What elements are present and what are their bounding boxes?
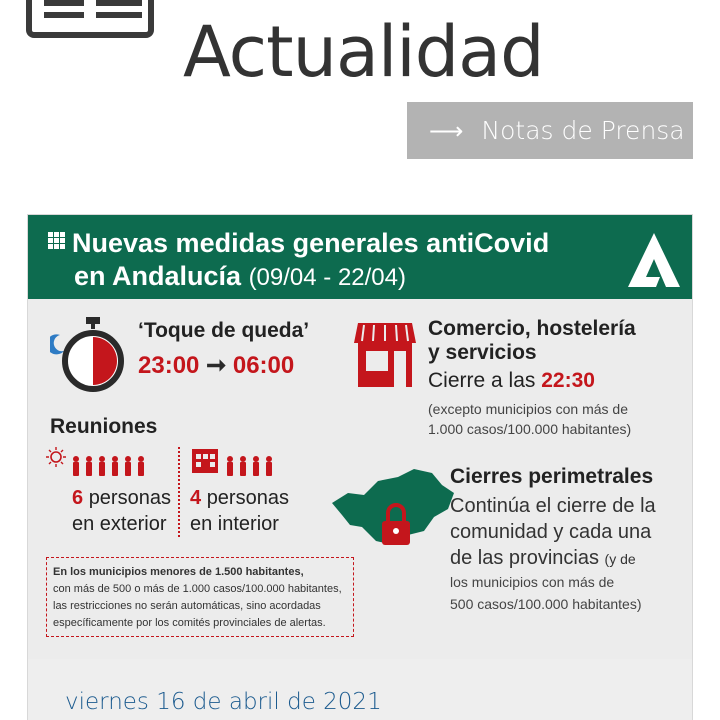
arrow-right-icon: ⟶ <box>429 116 464 145</box>
news-card[interactable] <box>27 214 693 720</box>
press-releases-label: Notas de Prensa <box>481 116 685 145</box>
title-dates: (09/04 - 22/04) <box>248 264 406 291</box>
perimeter-title: Cierres perimetrales <box>450 465 654 488</box>
house-icon <box>190 445 220 475</box>
sun-icon <box>46 447 66 467</box>
newspaper-icon <box>26 0 154 38</box>
outdoor-people-icon <box>46 447 156 479</box>
moon-icon <box>50 334 64 354</box>
shop-icon <box>354 319 416 389</box>
curfew-arrow-icon: ➞ <box>206 352 227 379</box>
infographic-header <box>28 215 692 299</box>
infographic-title <box>48 227 608 294</box>
grid-icon <box>48 232 66 250</box>
stopwatch-icon <box>50 315 126 395</box>
indoor-people-icon <box>224 447 284 479</box>
person-icon <box>73 456 144 476</box>
curfew-times <box>138 351 294 380</box>
commerce-note: (excepto municipios con más de 1.000 casos/100.000 habitantes) <box>428 401 632 437</box>
page-title: Actualidad <box>183 11 544 93</box>
commerce-title: Comercio, hostelería y servicios <box>428 317 636 364</box>
curfew-end: 06:00 <box>232 352 295 379</box>
curfew-label: ‘Toque de queda’ <box>138 319 310 342</box>
article-date: viernes 16 de abril de 2021 <box>65 689 382 715</box>
press-releases-button[interactable] <box>407 102 693 159</box>
perimeter-note: los municipios con más de 500 casos/100.000 habitantes) <box>450 574 642 612</box>
perimeter-text: Continúa el cierre de la comunidad y cada una de las provincias (y de <box>450 495 656 569</box>
indoor-capacity: 4 personas en interior <box>190 487 289 535</box>
title-line-1: Nuevas medidas generales antiCovid <box>72 228 550 258</box>
title-line-2: en Andalucía <box>74 261 242 291</box>
curfew-start: 23:00 <box>138 352 200 379</box>
andalucia-logo-icon <box>626 229 682 289</box>
meetings-title: Reuniones <box>50 415 158 438</box>
infographic-image[interactable] <box>28 215 692 659</box>
small-municipalities-notice: En los municipios menores de 1.500 habitantes, con más de 500 o más de 1.000 casos/100.000 habitantes, las restricciones no serán automáticas, sino acordadas específicamente por los comités provinciales de alertas. <box>46 557 354 637</box>
meetings-divider <box>178 447 180 537</box>
outdoor-capacity: 6 personas en exterior <box>72 487 171 535</box>
commerce-close-time: Cierre a las 22:30 <box>428 369 595 392</box>
andalucia-map-icon <box>328 465 456 555</box>
